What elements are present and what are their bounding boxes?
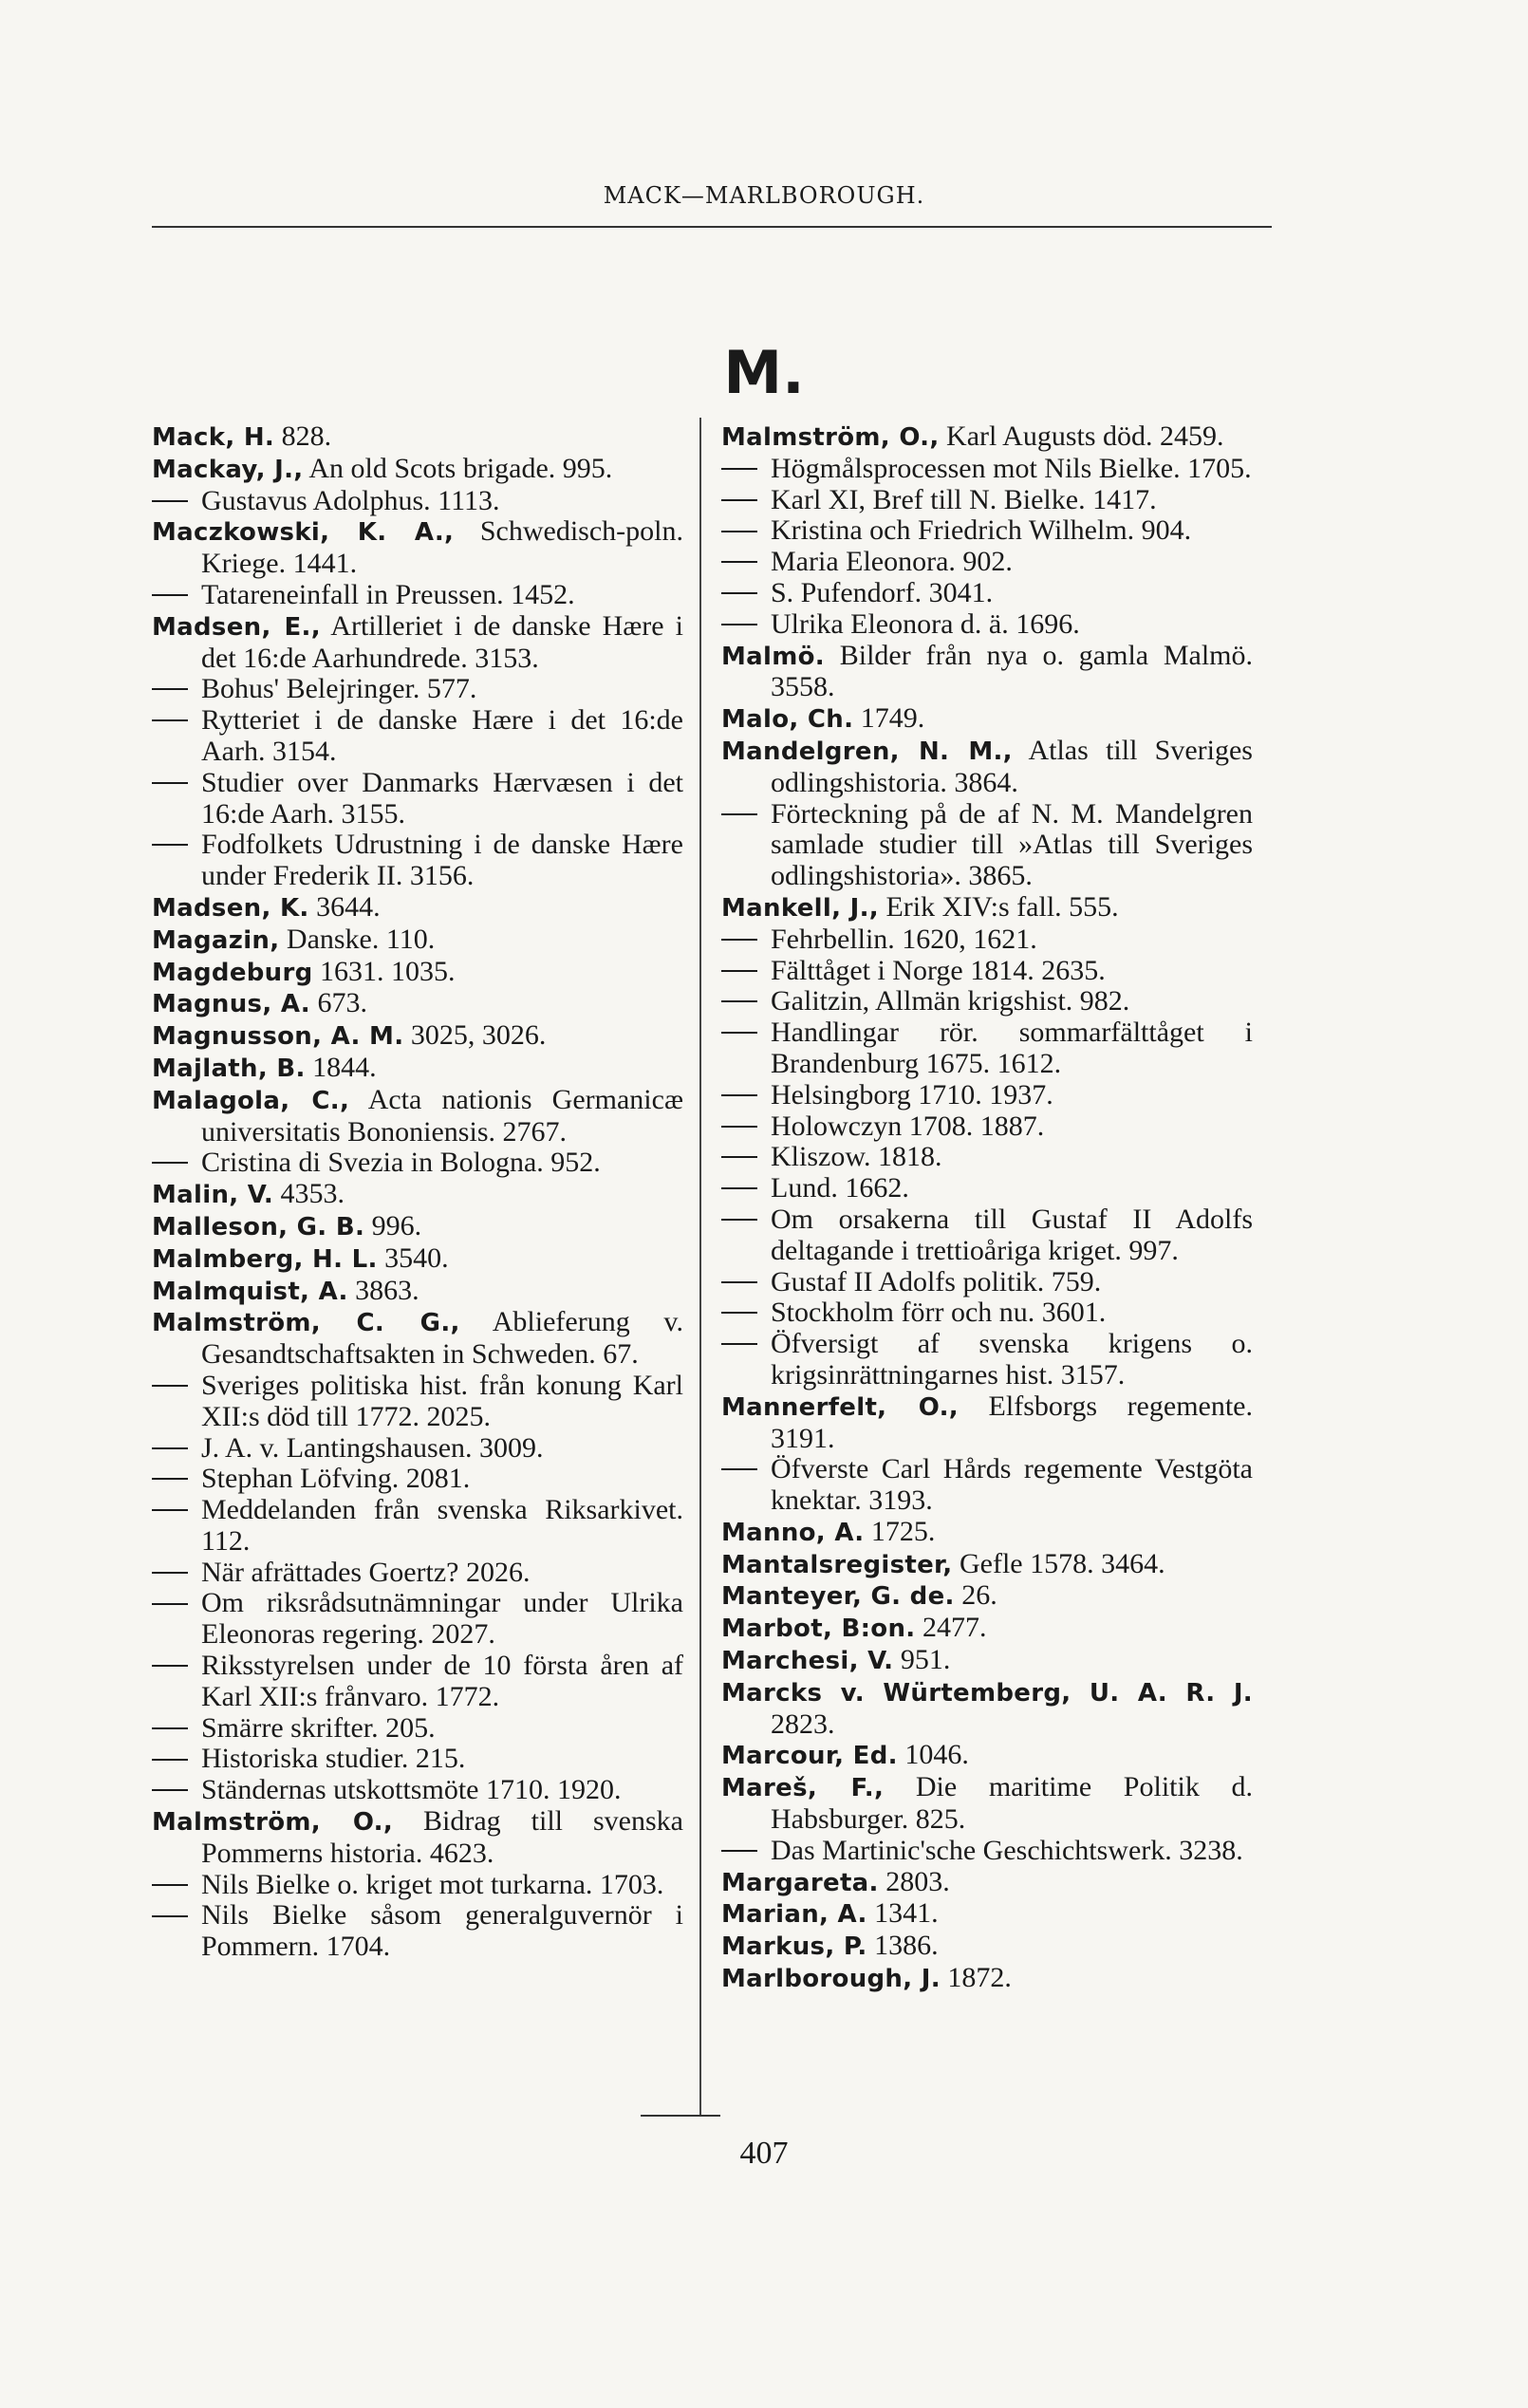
index-subentry [152, 768, 683, 831]
repeat-dash [721, 1312, 757, 1314]
index-subentry [152, 1870, 683, 1901]
column-divider [699, 418, 701, 2117]
repeat-dash [152, 1162, 188, 1164]
entry-headword: Magnus, A. [152, 990, 310, 1019]
index-entry [152, 1053, 683, 1085]
repeat-dash [721, 592, 757, 594]
index-subentry [152, 1744, 683, 1775]
entry-text: Handlingar rör. sommarfälttåget i Brandenburg 1675. 1612. [771, 1017, 1253, 1079]
index-entry [721, 1613, 1253, 1645]
entry-text: Helsingborg 1710. 1937. [771, 1078, 1053, 1111]
index-entry [721, 892, 1253, 924]
entry-headword: Marlborough, J. [721, 1965, 941, 1994]
index-subentry [721, 1142, 1253, 1173]
index-entry [152, 454, 683, 486]
index-subentry [721, 1297, 1253, 1329]
index-entry [152, 1211, 683, 1243]
index-subentry [721, 924, 1253, 956]
header-rule [152, 226, 1272, 228]
entry-headword: Majlath, B. [152, 1054, 306, 1083]
entry-headword: Manteyer, G. de. [721, 1582, 955, 1612]
index-entry [152, 1179, 683, 1211]
entry-text: Galitzin, Allmän krigshist. 982. [771, 985, 1130, 1017]
entry-text: Bidrag till svenska Pommerns historia. 4623. [201, 1805, 683, 1869]
entry-text: 2803. [885, 1865, 950, 1897]
repeat-dash [721, 468, 757, 470]
index-subentry [721, 454, 1253, 485]
entry-text: 1631. 1035. [320, 955, 456, 987]
index-subentry [721, 1329, 1253, 1391]
entry-headword: Malmquist, A. [152, 1277, 348, 1306]
entry-text: 2823. [771, 1708, 835, 1740]
entry-text: Meddelanden från svenska Riksarkivet. 112. [201, 1494, 683, 1557]
repeat-dash [721, 531, 757, 532]
entry-text: 3863. [355, 1274, 419, 1306]
entry-text: Gustaf II Adolfs politik. 759. [771, 1265, 1102, 1297]
entry-text: Högmålsprocessen mot Nils Bielke. 1705. [771, 452, 1252, 484]
repeat-dash [721, 499, 757, 501]
repeat-dash [721, 561, 757, 563]
entry-text: Atlas till Sveriges odlingshistoria. 3864. [771, 734, 1253, 798]
entry-headword: Marbot, B:on. [721, 1615, 916, 1644]
entry-text: Holowczyn 1708. 1887. [771, 1110, 1045, 1142]
entry-text: 1844. [312, 1051, 377, 1083]
entry-headword: Margareta. [721, 1868, 879, 1897]
entry-headword: Markus, P. [721, 1932, 867, 1962]
entry-text: Karl Augusts död. 2459. [946, 420, 1224, 452]
repeat-dash [721, 970, 757, 972]
index-subentry [152, 1588, 683, 1651]
entry-text: Artilleriet i de danske Hære i det 16:de Aarhundrede. 3153. [201, 609, 683, 674]
entry-text: Förteckning på de af N. M. Mandelgren samlade studier till »Atlas till Sveriges odlingshistoria». 3865. [771, 797, 1253, 892]
entry-text: 1725. [870, 1515, 936, 1547]
entry-text: Danske. 110. [286, 923, 436, 955]
repeat-dash [152, 1759, 188, 1761]
repeat-dash [721, 939, 757, 941]
entry-headword: Magdeburg [152, 958, 313, 987]
index-entry [152, 957, 683, 989]
entry-text: Nils Bielke o. kriget mot turkarna. 1703. [201, 1868, 664, 1900]
index-subentry [152, 830, 683, 892]
index-subentry [152, 486, 683, 517]
entry-text: Fodfolkets Udrustning i de danske Hære under Frederik II. 3156. [201, 829, 683, 892]
repeat-dash [152, 844, 188, 846]
index-entry [721, 736, 1253, 799]
entry-headword: Magnusson, A. M. [152, 1022, 404, 1052]
index-entry [152, 421, 683, 454]
index-subentry [721, 1111, 1253, 1143]
repeat-dash [152, 500, 188, 502]
index-entry [721, 1517, 1253, 1549]
index-entry [721, 1677, 1253, 1741]
repeat-dash [152, 1572, 188, 1574]
entry-headword: Mack, H. [152, 423, 275, 452]
entry-text: Bilder från nya o. gamla Malmö. 3558. [771, 639, 1254, 703]
entry-headword: Malin, V. [152, 1181, 274, 1210]
entry-text: Kliszow. 1818. [771, 1141, 942, 1173]
repeat-dash [152, 719, 188, 721]
index-subentry [721, 547, 1253, 578]
index-subentry [152, 705, 683, 768]
repeat-dash [721, 1468, 757, 1470]
left-index-column [152, 421, 683, 1963]
entry-text: 3644. [316, 890, 381, 923]
entry-text: 1386. [874, 1930, 939, 1962]
index-entry [721, 1645, 1253, 1677]
entry-text: Om orsakerna till Gustaf II Adolfs deltagande i trettioåriga kriget. 997. [771, 1203, 1253, 1266]
entry-headword: Malmström, C. G., [152, 1309, 460, 1338]
index-subentry [152, 1464, 683, 1495]
repeat-dash [152, 1789, 188, 1791]
entry-text: An old Scots brigade. 995. [308, 452, 613, 484]
repeat-dash [152, 1915, 188, 1917]
index-entry [152, 1085, 683, 1148]
entry-text: Lund. 1662. [771, 1172, 909, 1204]
index-entry [721, 703, 1253, 736]
entry-text: Historiska studier. 215. [201, 1743, 466, 1775]
entry-headword: Magazin, [152, 925, 280, 955]
repeat-dash [152, 1385, 188, 1387]
entry-headword: Mackay, J., [152, 455, 304, 484]
index-subentry [721, 956, 1253, 987]
repeat-dash [721, 1156, 757, 1158]
index-subentry [721, 609, 1253, 641]
index-subentry [721, 1080, 1253, 1111]
index-entry [721, 1580, 1253, 1613]
entry-headword: Mantalsregister, [721, 1550, 953, 1579]
entry-text: 3025, 3026. [410, 1019, 547, 1052]
index-subentry [152, 1775, 683, 1806]
entry-text: När afrättades Goertz? 2026. [201, 1556, 531, 1588]
repeat-dash [152, 1509, 188, 1511]
repeat-dash [152, 782, 188, 784]
index-entry [152, 1276, 683, 1308]
entry-headword: Maczkowski, K. A., [152, 518, 455, 548]
entry-text: Erik XIV:s fall. 555. [885, 890, 1119, 923]
entry-headword: Mandelgren, N. M., [721, 737, 1013, 766]
repeat-dash [721, 1850, 757, 1852]
entry-headword: Marchesi, V. [721, 1647, 894, 1676]
repeat-dash [721, 1032, 757, 1034]
index-entry [721, 1391, 1253, 1455]
index-entry [721, 641, 1253, 704]
entry-headword: Malmström, O., [721, 423, 940, 452]
index-subentry [152, 1371, 683, 1433]
repeat-dash [152, 1884, 188, 1886]
entry-text: 673. [317, 987, 367, 1019]
page-number: 407 [739, 2136, 789, 2171]
index-subentry [152, 1558, 683, 1589]
entry-headword: Malmström, O., [152, 1808, 394, 1838]
index-subentry [721, 485, 1253, 516]
section-letter: M. [723, 338, 805, 407]
entry-text: Nils Bielke såsom generalguvernör i Pommern. 1704. [201, 1899, 683, 1963]
entry-text: Cristina di Svezia in Bologna. 952. [201, 1147, 601, 1179]
entry-text: Sveriges politiska hist. från konung Karl XII:s död till 1772. 2025. [201, 1369, 683, 1432]
repeat-dash [721, 1094, 757, 1096]
entry-text: Acta nationis Germanicæ universitatis Bononiensis. 2767. [201, 1083, 683, 1148]
repeat-dash [721, 1126, 757, 1128]
index-entry [721, 1898, 1253, 1931]
entry-text: 1341. [874, 1897, 939, 1930]
right-index-column [721, 421, 1253, 1995]
index-subentry [721, 515, 1253, 547]
entry-text: J. A. v. Lantingshausen. 3009. [201, 1431, 544, 1464]
index-entry [152, 1806, 683, 1870]
repeat-dash [152, 1665, 188, 1667]
entry-text: Ulrika Eleonora d. ä. 1696. [771, 607, 1080, 640]
entry-text: 951. [900, 1644, 951, 1676]
entry-text: Fälttåget i Norge 1814. 2635. [771, 954, 1106, 986]
entry-text: 3540. [384, 1241, 449, 1274]
repeat-dash [721, 1000, 757, 1002]
index-subentry [152, 1148, 683, 1179]
entry-text: 26. [961, 1579, 997, 1612]
index-subentry [152, 580, 683, 611]
entry-text: Die maritime Politik d. Habsburger. 825. [771, 1771, 1254, 1836]
entry-text: Gefle 1578. 3464. [959, 1547, 1165, 1579]
index-entry [721, 1549, 1253, 1581]
entry-text: 828. [281, 420, 332, 452]
entry-headword: Malo, Ch. [721, 705, 854, 735]
entry-text: S. Pufendorf. 3041. [771, 576, 994, 608]
index-entry [721, 1867, 1253, 1899]
entry-headword: Malmö. [721, 642, 825, 671]
entry-headword: Marian, A. [721, 1900, 867, 1930]
entry-text: Riksstyrelsen under de 10 första åren af Karl XII:s frånvaro. 1772. [201, 1650, 683, 1712]
index-subentry [721, 1173, 1253, 1204]
index-subentry [152, 1433, 683, 1465]
index-subentry [152, 1900, 683, 1963]
entry-text: Karl XI, Bref till N. Bielke. 1417. [771, 483, 1157, 515]
entry-text: Stephan Löfving. 2081. [201, 1463, 471, 1495]
repeat-dash [721, 624, 757, 625]
entry-text: Om riksrådsutnämningar under Ulrika Eleonoras regering. 2027. [201, 1587, 683, 1651]
index-entry [152, 988, 683, 1020]
running-head: MACK—MARLBOROUGH. [603, 182, 925, 209]
entry-text: 996. [371, 1209, 422, 1241]
index-subentry [721, 578, 1253, 609]
entry-headword: Madsen, K. [152, 893, 309, 923]
index-subentry [721, 1017, 1253, 1080]
index-entry [721, 1963, 1253, 1995]
repeat-dash [721, 1219, 757, 1221]
index-entry [152, 1243, 683, 1276]
entry-text: Tatareneinfall in Preussen. 1452. [201, 578, 575, 610]
repeat-dash [721, 1281, 757, 1283]
entry-text: 1749. [860, 702, 925, 735]
entry-text: Kristina och Friedrich Wilhelm. 904. [771, 514, 1192, 547]
entry-text: 4353. [280, 1178, 345, 1210]
index-entry [152, 1020, 683, 1053]
repeat-dash [152, 1603, 188, 1605]
index-entry [152, 516, 683, 580]
entry-text: Gustavus Adolphus. 1113. [201, 484, 500, 516]
page-number-rule [641, 2115, 720, 2117]
entry-text: Schwedisch-poln. Kriege. 1441. [201, 515, 683, 580]
entry-text: Stockholm förr och nu. 3601. [771, 1297, 1107, 1329]
index-subentry [152, 1495, 683, 1558]
index-subentry [152, 1713, 683, 1745]
index-entry [721, 1772, 1253, 1836]
entry-headword: Marcks v. Würtemberg, U. A. R. J. [721, 1678, 1253, 1708]
repeat-dash [721, 1343, 757, 1345]
entry-headword: Marcour, Ed. [721, 1742, 898, 1771]
index-entry [721, 1740, 1253, 1772]
entry-text: Ständernas utskottsmöte 1710. 1920. [201, 1774, 622, 1806]
entry-headword: Mannerfelt, O., [721, 1392, 959, 1422]
index-subentry [721, 1204, 1253, 1267]
entry-text: Fehrbellin. 1620, 1621. [771, 923, 1037, 955]
index-entry [152, 1307, 683, 1371]
entry-text: Bohus' Belejringer. 577. [201, 673, 477, 705]
entry-text: Öfversigt af svenska krigens o. krigsinrättningarnes hist. 3157. [771, 1328, 1253, 1391]
index-entry [152, 892, 683, 924]
repeat-dash [152, 1447, 188, 1449]
entry-text: Smärre skrifter. 205. [201, 1711, 436, 1744]
index-subentry [721, 1836, 1253, 1867]
index-subentry [721, 799, 1253, 892]
entry-text: 1872. [947, 1962, 1012, 1994]
entry-headword: Malmberg, H. L. [152, 1244, 378, 1274]
entry-headword: Madsen, E., [152, 612, 321, 642]
entry-text: Elfsborgs regemente. 3191. [771, 1390, 1253, 1454]
entry-text: 2477. [922, 1612, 987, 1644]
entry-headword: Malagola, C., [152, 1086, 350, 1115]
repeat-dash [152, 1727, 188, 1729]
entry-headword: Manno, A. [721, 1518, 865, 1547]
index-entry [152, 924, 683, 957]
repeat-dash [721, 813, 757, 815]
index-subentry [721, 1454, 1253, 1517]
index-subentry [152, 674, 683, 705]
index-entry [721, 421, 1253, 454]
entry-text: Maria Eleonora. 902. [771, 546, 1013, 578]
index-subentry [721, 1267, 1253, 1298]
entry-text: 1046. [904, 1739, 969, 1771]
repeat-dash [152, 594, 188, 596]
entry-headword: Malleson, G. B. [152, 1212, 365, 1241]
entry-headword: Mankell, J., [721, 893, 879, 923]
entry-text: Das Martinic'sche Geschichtswerk. 3238. [771, 1834, 1243, 1866]
index-subentry [721, 986, 1253, 1017]
entry-text: Studier over Danmarks Hærvæsen i det 16:de Aarh. 3155. [201, 766, 683, 830]
entry-headword: Mareš, F., [721, 1774, 885, 1803]
repeat-dash [721, 1187, 757, 1189]
index-entry [152, 611, 683, 675]
repeat-dash [152, 1478, 188, 1480]
repeat-dash [152, 688, 188, 690]
entry-text: Rytteriet i de danske Hære i det 16:de Aarh. 3154. [201, 704, 683, 767]
index-entry [721, 1931, 1253, 1963]
entry-text: Öfverste Carl Hårds regemente Vestgöta knektar. 3193. [771, 1453, 1253, 1517]
entry-text: Ablieferung v. Gesandtschaftsakten in Schweden. 67. [201, 1306, 683, 1371]
index-subentry [152, 1651, 683, 1713]
